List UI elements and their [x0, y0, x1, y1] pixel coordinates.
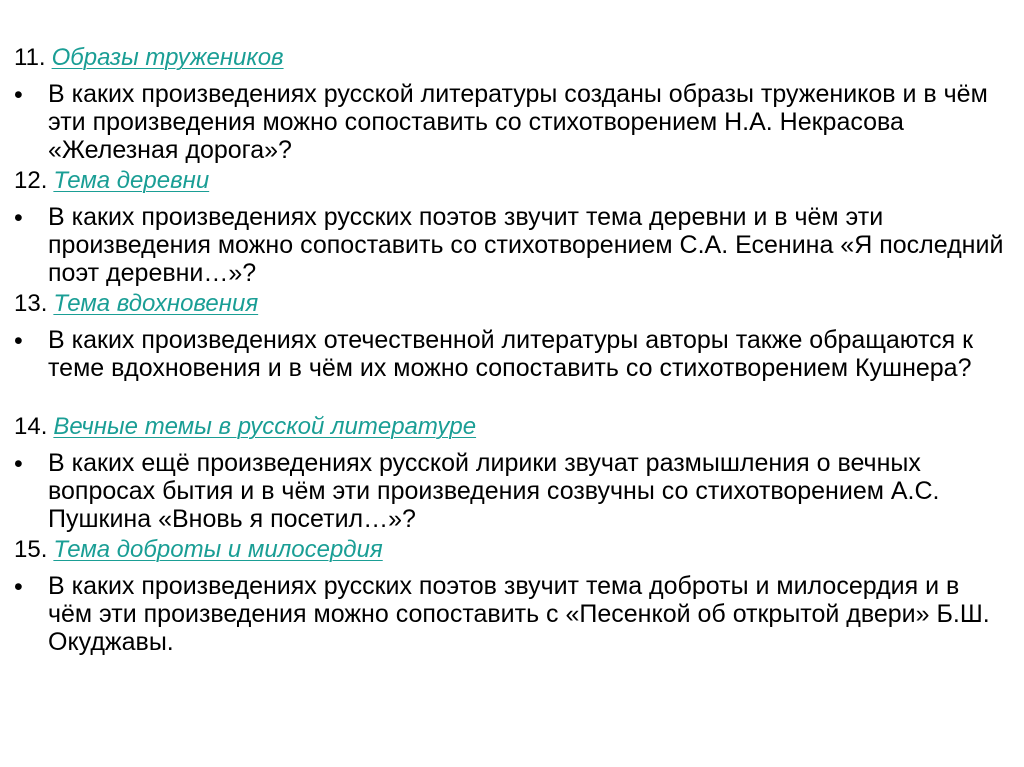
bullet-icon: •: [14, 81, 23, 109]
topic-heading-15: [14, 536, 383, 564]
topic-heading-11: [14, 44, 284, 72]
topic-link-eternal-themes[interactable]: Вечные темы в русской литературе: [53, 413, 477, 440]
topic-heading-14: [14, 413, 476, 441]
question-text: В каких произведениях русских поэтов звучит тема деревни и в чём эти произведения можно сопоставить со стихотворением С.А. Есенина «Я последний поэт деревни…»?: [48, 203, 1004, 287]
bullet-icon: •: [14, 573, 23, 601]
topic-heading-13: [14, 290, 258, 318]
bullet-icon: •: [14, 450, 23, 478]
topic-number: 13.: [14, 290, 48, 317]
question-text: В каких произведениях русских поэтов звучит тема доброты и милосердия и в чём эти произведения можно сопоставить с «Песенкой об открытой двери» Б.Ш. Окуджавы.: [48, 572, 990, 656]
topic-number: 12.: [14, 167, 48, 194]
topic-heading-12: [14, 167, 209, 195]
bullet-icon: •: [14, 327, 23, 355]
topic-link-inspiration[interactable]: Тема вдохновения: [53, 290, 259, 317]
topic-link-kindness[interactable]: Тема доброты и милосердия: [53, 536, 383, 563]
topic-link-workers[interactable]: Образы тружеников: [51, 44, 284, 71]
topic-link-village[interactable]: Тема деревни: [53, 167, 210, 194]
topic-number: 14.: [14, 413, 48, 440]
topic-number: 11.: [14, 44, 46, 71]
question-text: В каких ещё произведениях русской лирики звучат размышления о вечных вопросах бытия и в чём эти произведения созвучны со стихотворением А.С. Пушкина «Вновь я посетил…»?: [48, 449, 940, 533]
bullet-icon: •: [14, 204, 23, 232]
question-text: В каких произведениях русской литературы созданы образы тружеников и в чём эти произведения можно сопоставить со стихотворением Н.А. Некрасова «Железная дорога»?: [48, 80, 988, 164]
question-text: В каких произведениях отечественной литературы авторы также обращаются к теме вдохновения и в чём их можно сопоставить со стихотворением Кушнера?: [48, 326, 974, 382]
topic-number: 15.: [14, 536, 48, 563]
